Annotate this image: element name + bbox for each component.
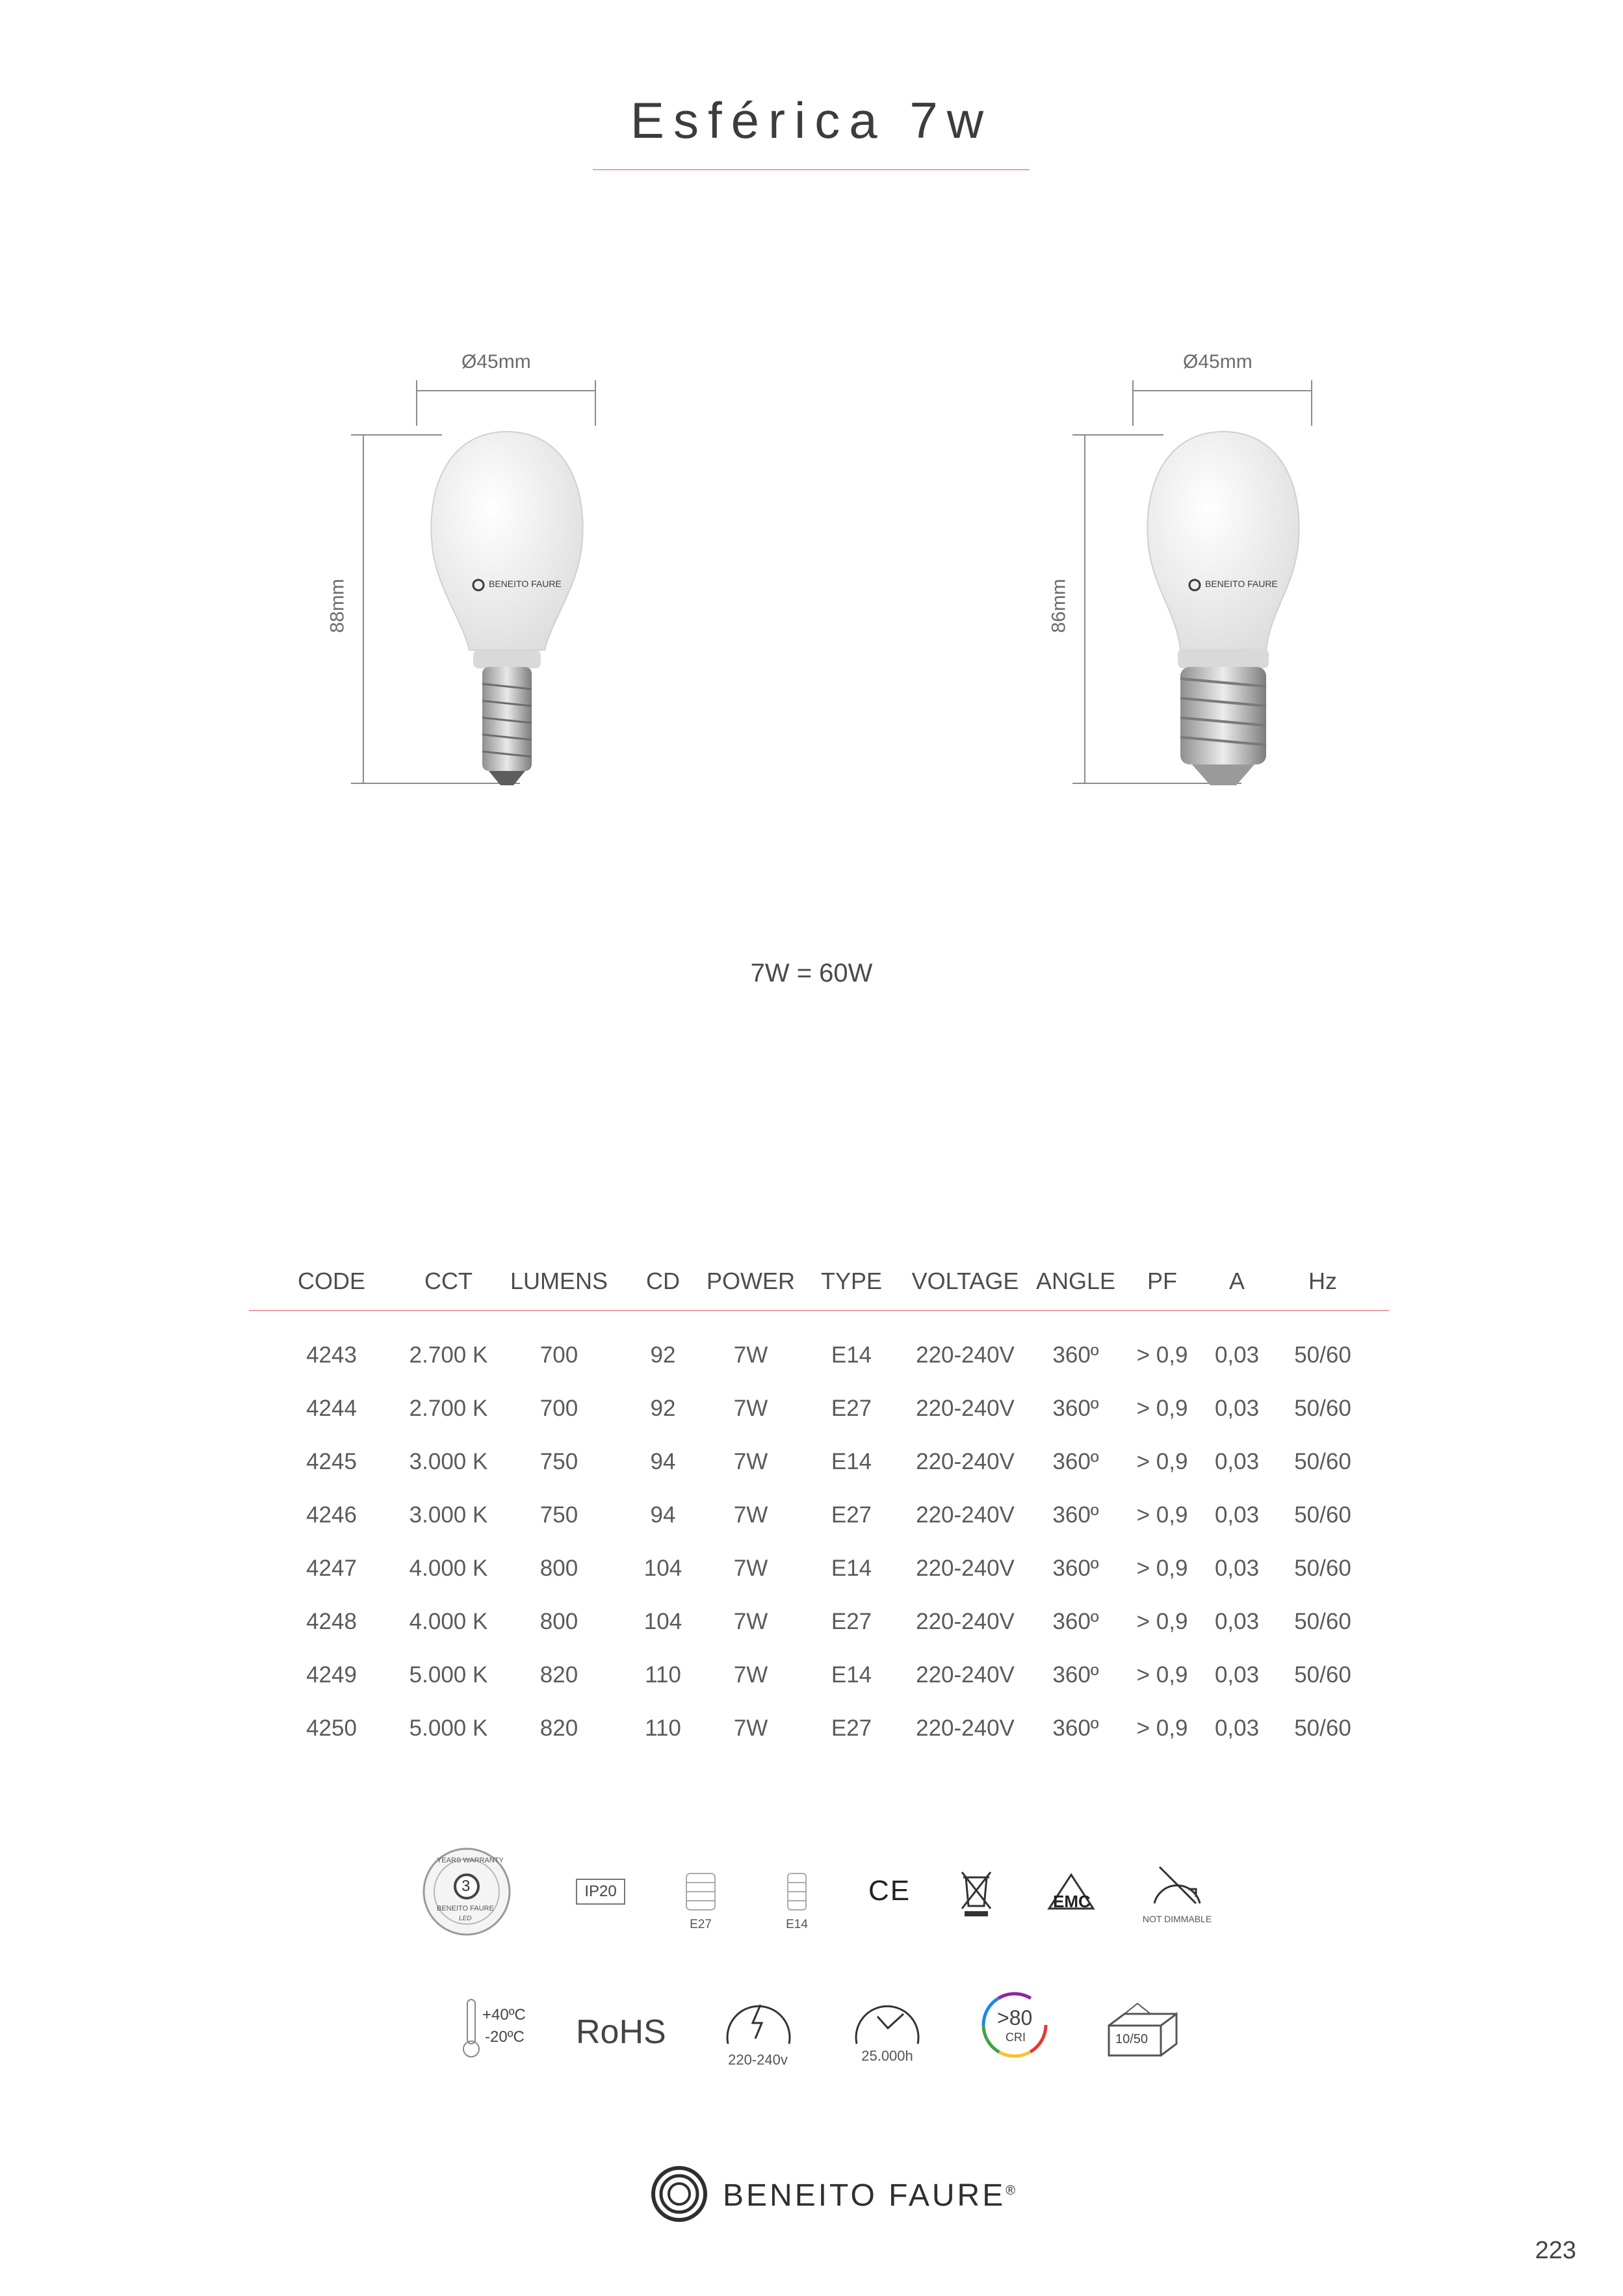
cell-power: 7W: [733, 1502, 768, 1528]
cell-hz: 50/60: [1294, 1715, 1351, 1741]
cell-a: 0,03: [1214, 1609, 1260, 1634]
cell-a: 0,03: [1214, 1502, 1260, 1528]
cell-code: 4246: [306, 1502, 357, 1528]
warranty-years: 3: [461, 1877, 471, 1895]
power-equivalence: 7W = 60W: [750, 959, 873, 987]
cell-lumens: 750: [539, 1502, 578, 1528]
cell-hz: 50/60: [1294, 1556, 1351, 1581]
temperature-min: -20ºC: [485, 2028, 525, 2046]
packaging-label: 10/50: [1115, 2032, 1149, 2046]
cell-power: 7W: [733, 1609, 768, 1634]
cell-cd: 94: [650, 1449, 676, 1474]
cell-power: 7W: [733, 1556, 768, 1581]
cell-power: 7W: [733, 1449, 768, 1474]
table-body: [249, 1342, 1389, 1769]
cell-type: E27: [831, 1396, 872, 1421]
performance-icons-row: [0, 1983, 1623, 2087]
cell-voltage: 220-240V: [916, 1449, 1015, 1474]
cell-code: 4249: [306, 1662, 357, 1688]
height-label: 88mm: [326, 579, 348, 633]
table-row: [249, 1342, 1389, 1396]
cell-a: 0,03: [1214, 1342, 1260, 1368]
cell-hz: 50/60: [1294, 1609, 1351, 1634]
e14-label: E14: [786, 1918, 808, 1931]
cell-a: 0,03: [1214, 1396, 1260, 1421]
cell-hz: 50/60: [1294, 1502, 1351, 1528]
bulb-e27-figure: [1048, 338, 1358, 806]
table-header-divider: [249, 1310, 1389, 1311]
header-voltage: VOLTAGE: [911, 1268, 1019, 1294]
certification-icons-row: [0, 1846, 1623, 1950]
cell-type: E14: [831, 1449, 872, 1474]
cell-voltage: 220-240V: [916, 1502, 1015, 1528]
cell-cd: 92: [650, 1396, 676, 1421]
cell-hz: 50/60: [1294, 1396, 1351, 1421]
cri-label: CRI: [1006, 2031, 1026, 2044]
cell-angle: 360º: [1052, 1342, 1099, 1368]
header-cct: CCT: [424, 1268, 473, 1294]
cell-lumens: 820: [539, 1662, 578, 1688]
emc-label: EMC: [1053, 1892, 1091, 1911]
brand-logo: [650, 2165, 1018, 2223]
cell-pf: > 0,9: [1136, 1342, 1188, 1368]
height-dimension-line: [363, 434, 364, 783]
temperature-max: +40ºC: [482, 2006, 526, 2024]
cell-type: E27: [831, 1715, 872, 1741]
diameter-dimension-line: [1132, 390, 1312, 391]
cell-a: 0,03: [1214, 1662, 1260, 1688]
cell-cd: 110: [645, 1715, 681, 1741]
cell-type: E27: [831, 1502, 872, 1528]
cell-pf: > 0,9: [1136, 1609, 1188, 1634]
cell-hz: 50/60: [1294, 1342, 1351, 1368]
bulb-brand-mark: BENEITO FAURE: [489, 579, 562, 589]
registered-mark: ®: [1006, 2184, 1018, 2198]
cri-value: >80: [997, 2006, 1033, 2029]
height-dimension-line: [1084, 434, 1085, 783]
bulb-e14-figure: [326, 338, 637, 806]
header-power: POWER: [706, 1268, 796, 1294]
cell-angle: 360º: [1052, 1449, 1099, 1474]
cell-pf: > 0,9: [1136, 1662, 1188, 1688]
cell-pf: > 0,9: [1136, 1502, 1188, 1528]
cell-cd: 92: [650, 1342, 676, 1368]
warranty-sub-text: LED: [459, 1915, 472, 1922]
cell-lumens: 700: [539, 1396, 578, 1421]
not-dimmable-icon: [1149, 1863, 1205, 1909]
cell-pf: > 0,9: [1136, 1449, 1188, 1474]
cell-voltage: 220-240V: [916, 1342, 1015, 1368]
weee-bin-icon: [958, 1868, 994, 1918]
table-row: [249, 1609, 1389, 1662]
not-dimmable-label: NOT DIMMABLE: [1142, 1914, 1212, 1924]
cell-type: E14: [831, 1556, 872, 1581]
header-type: TYPE: [820, 1268, 883, 1294]
cell-cd: 104: [643, 1609, 682, 1634]
header-pf: PF: [1147, 1268, 1178, 1294]
table-row: [249, 1556, 1389, 1609]
header-angle: ANGLE: [1035, 1268, 1116, 1294]
cell-lumens: 800: [539, 1609, 578, 1634]
cell-hz: 50/60: [1294, 1662, 1351, 1688]
cell-cct: 4.000 K: [409, 1556, 488, 1581]
cell-angle: 360º: [1052, 1715, 1099, 1741]
spec-table: [249, 1268, 1389, 1741]
table-row: [249, 1715, 1389, 1769]
lifetime-label: 25.000h: [861, 2048, 913, 2064]
diameter-label: Ø45mm: [1183, 351, 1253, 372]
e27-bulb-image: [1132, 429, 1314, 793]
cell-pf: > 0,9: [1136, 1556, 1188, 1581]
table-row: [249, 1502, 1389, 1556]
header-cd: CD: [646, 1268, 680, 1294]
brand-name: BENEITO FAURE®: [723, 2178, 1018, 2213]
page-title: Esférica 7w: [630, 92, 993, 149]
cell-cd: 110: [645, 1662, 681, 1688]
cell-cct: 5.000 K: [409, 1662, 488, 1688]
cell-cct: 3.000 K: [409, 1449, 488, 1474]
header-code: CODE: [297, 1268, 366, 1294]
cell-type: E14: [831, 1662, 872, 1688]
cell-cct: 2.700 K: [409, 1342, 488, 1368]
cell-power: 7W: [733, 1396, 768, 1421]
cell-voltage: 220-240V: [916, 1662, 1015, 1688]
cell-angle: 360º: [1052, 1609, 1099, 1634]
cell-lumens: 700: [539, 1342, 578, 1368]
clock-icon: [851, 1993, 923, 2045]
cell-cct: 4.000 K: [409, 1609, 488, 1634]
cell-lumens: 800: [539, 1556, 578, 1581]
diameter-label: Ø45mm: [461, 351, 531, 372]
cell-code: 4247: [306, 1556, 357, 1581]
ce-mark-icon: CE: [868, 1875, 911, 1907]
cell-cct: 5.000 K: [409, 1715, 488, 1741]
box-icon: [1105, 2000, 1179, 2058]
cell-voltage: 220-240V: [916, 1396, 1015, 1421]
height-label: 86mm: [1048, 579, 1070, 633]
cell-code: 4244: [306, 1396, 357, 1421]
cell-cct: 2.700 K: [409, 1396, 488, 1421]
thermometer-icon: [461, 1998, 481, 2059]
cell-lumens: 750: [539, 1449, 578, 1474]
page-number: 223: [1535, 2237, 1576, 2264]
cell-power: 7W: [733, 1715, 768, 1741]
cell-angle: 360º: [1052, 1502, 1099, 1528]
table-row: [249, 1449, 1389, 1502]
voltage-label: 220-240v: [728, 2052, 788, 2068]
e27-socket-icon: [682, 1872, 719, 1914]
table-row: [249, 1396, 1389, 1449]
cell-cd: 94: [650, 1502, 676, 1528]
rohs-icon: RoHS: [576, 2013, 666, 2051]
cell-voltage: 220-240V: [916, 1609, 1015, 1634]
header-a: A: [1228, 1268, 1245, 1294]
cell-lumens: 820: [539, 1715, 578, 1741]
header-lumens: LUMENS: [510, 1268, 608, 1294]
beneito-faure-logo-icon: [650, 2165, 708, 2223]
title-divider: [593, 169, 1030, 170]
cell-type: E27: [831, 1609, 872, 1634]
cell-pf: > 0,9: [1136, 1396, 1188, 1421]
warranty-top-text: YEARS WARRANTY: [437, 1857, 504, 1864]
cell-code: 4248: [306, 1609, 357, 1634]
cell-code: 4243: [306, 1342, 357, 1368]
table-row: [249, 1662, 1389, 1715]
warranty-bottom-text: BENEITO FAURE: [437, 1905, 494, 1912]
cell-power: 7W: [733, 1342, 768, 1368]
e14-socket-icon: [784, 1872, 810, 1914]
cell-cd: 104: [643, 1556, 682, 1581]
cell-voltage: 220-240V: [916, 1556, 1015, 1581]
cell-voltage: 220-240V: [916, 1715, 1015, 1741]
cell-type: E14: [831, 1342, 872, 1368]
ip-rating-label: IP20: [584, 1883, 617, 1900]
cell-code: 4250: [306, 1715, 357, 1741]
diameter-dimension-line: [416, 390, 595, 391]
cell-a: 0,03: [1214, 1715, 1260, 1741]
cell-power: 7W: [733, 1662, 768, 1688]
e14-bulb-image: [416, 429, 598, 793]
table-header: [249, 1268, 1389, 1307]
cell-a: 0,03: [1214, 1449, 1260, 1474]
ip-rating-icon: [576, 1879, 625, 1905]
cell-pf: > 0,9: [1136, 1715, 1188, 1741]
cell-hz: 50/60: [1294, 1449, 1351, 1474]
header-hz: Hz: [1308, 1268, 1337, 1294]
bulb-brand-mark: BENEITO FAURE: [1205, 579, 1278, 589]
cell-cct: 3.000 K: [409, 1502, 488, 1528]
cell-a: 0,03: [1214, 1556, 1260, 1581]
cell-angle: 360º: [1052, 1556, 1099, 1581]
cell-angle: 360º: [1052, 1662, 1099, 1688]
cell-code: 4245: [306, 1449, 357, 1474]
cell-angle: 360º: [1052, 1396, 1099, 1421]
voltage-icon: [723, 1993, 794, 2045]
e27-label: E27: [690, 1918, 712, 1931]
